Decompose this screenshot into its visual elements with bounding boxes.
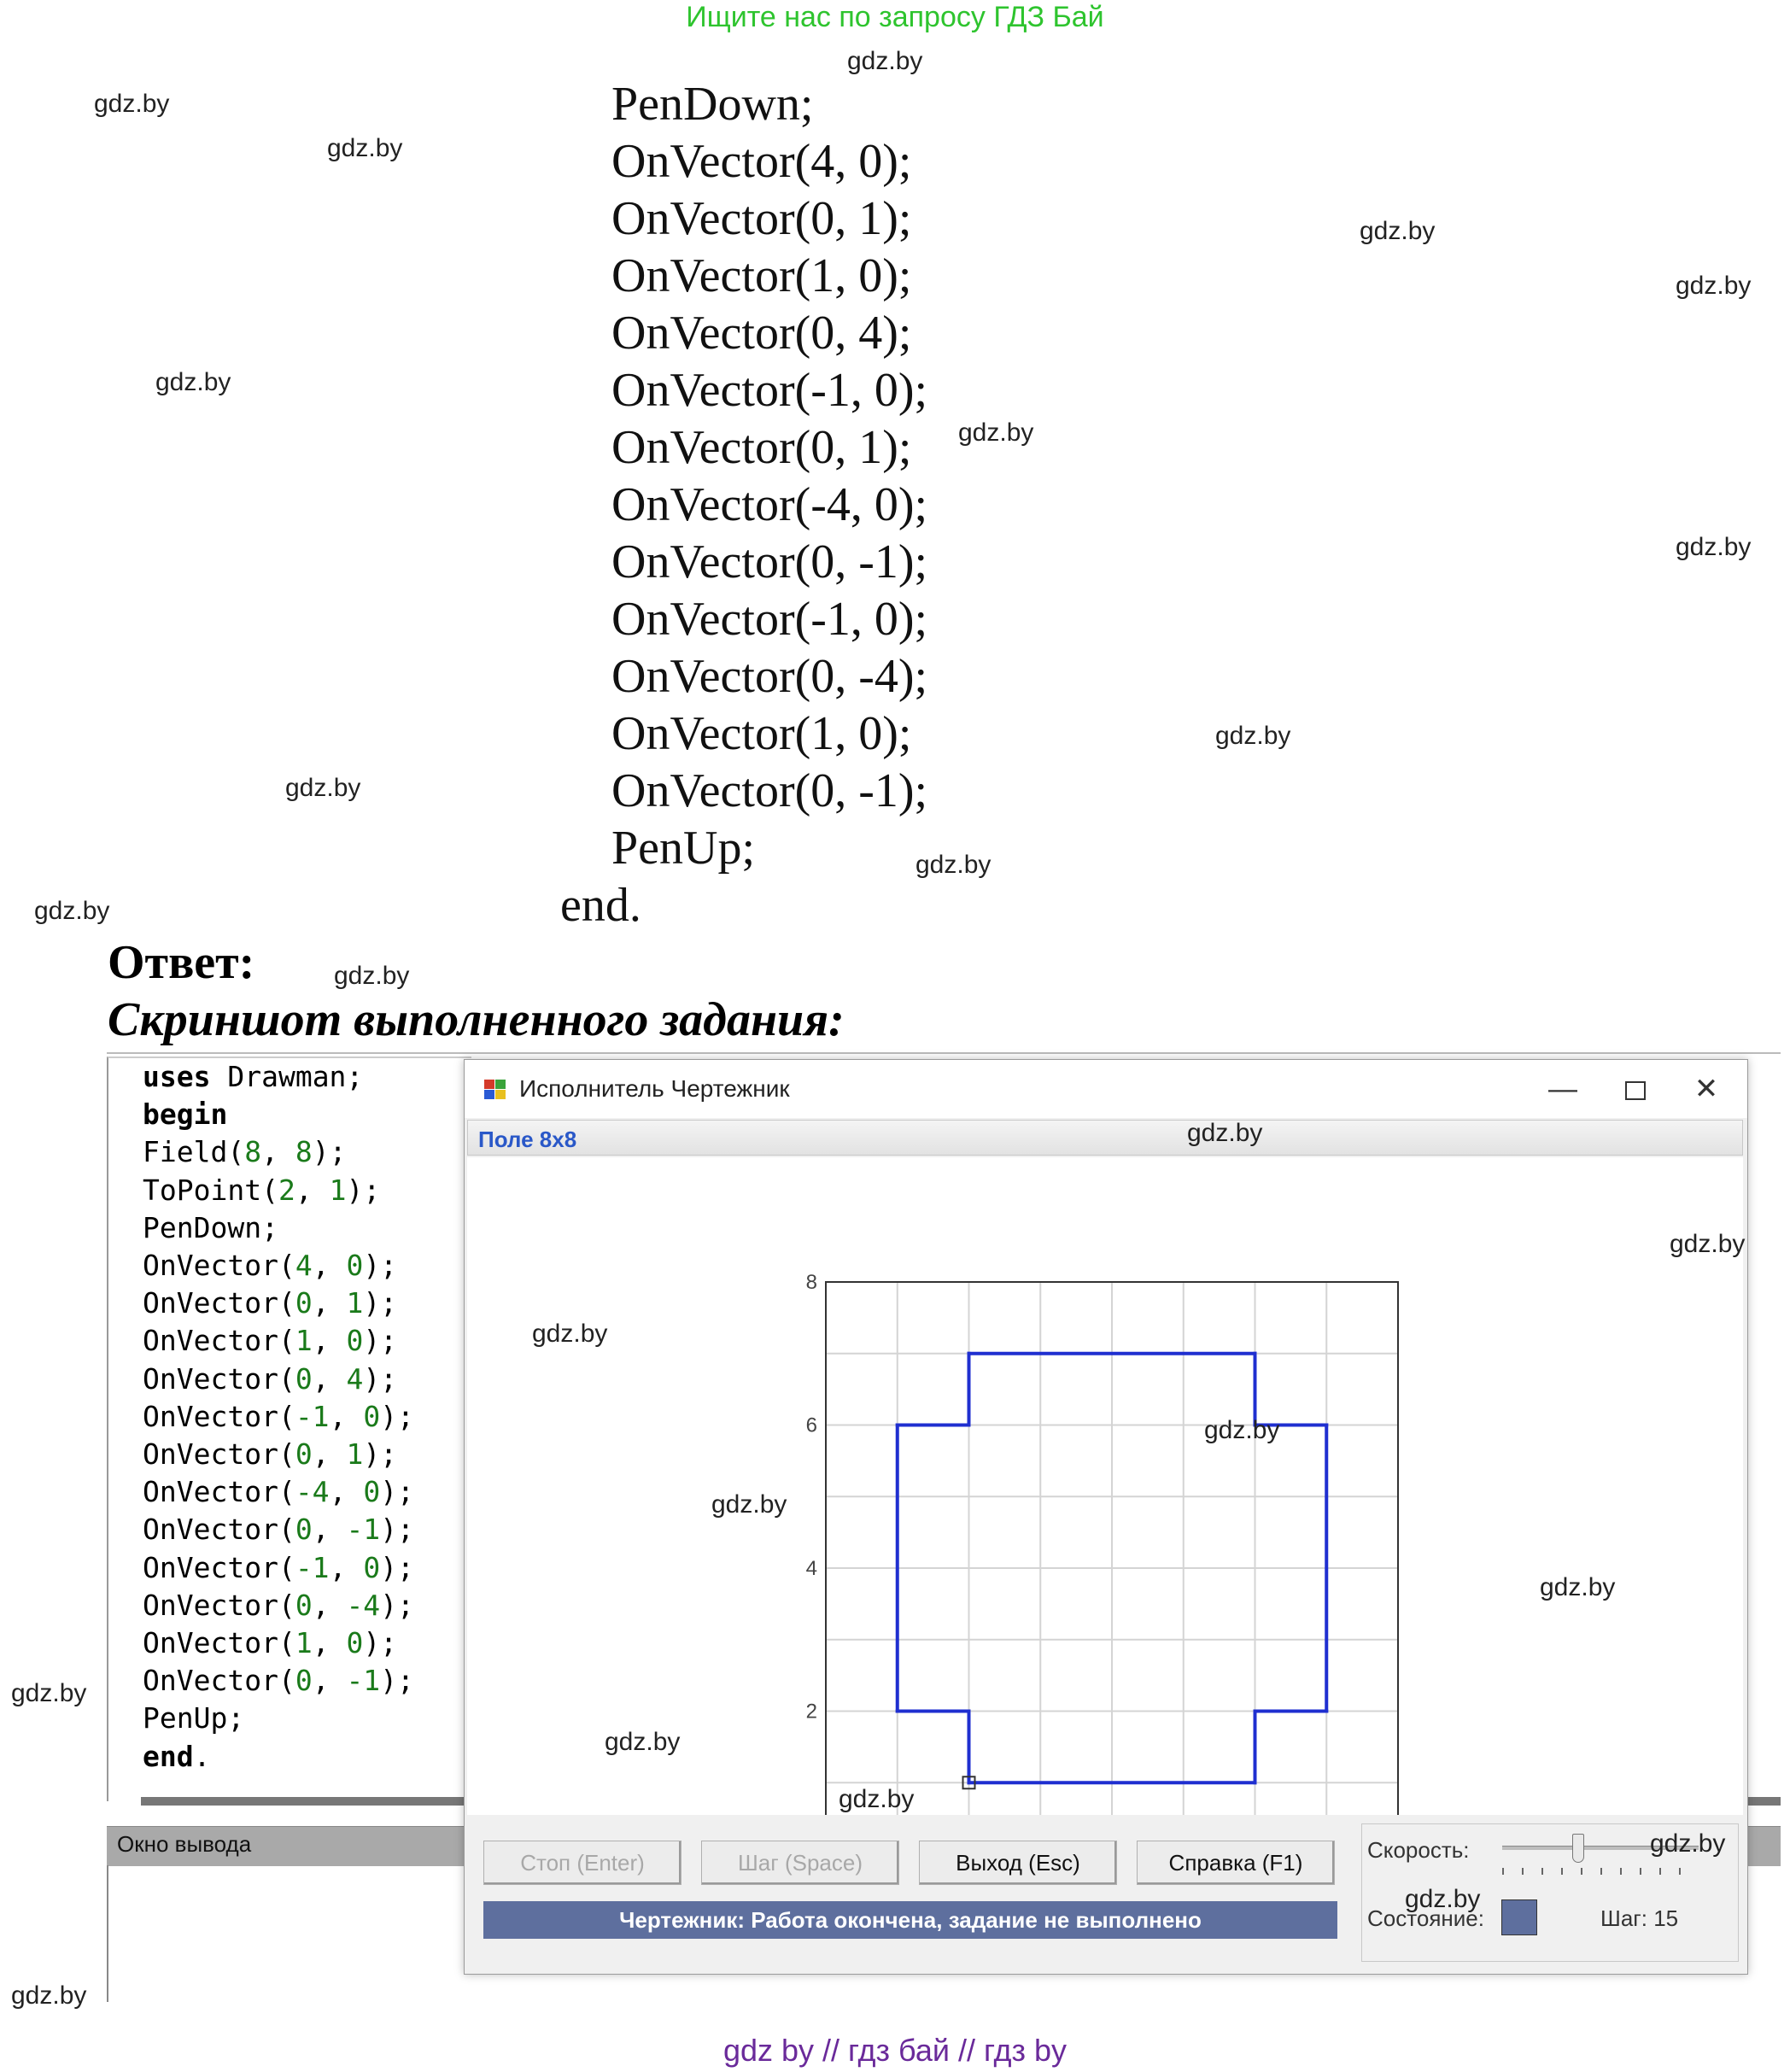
search-banner: Ищите нас по запросу ГДЗ Бай	[686, 1, 1104, 33]
code-text: OnVector(	[143, 1286, 295, 1320]
footer-links[interactable]: gdz by // гдз бай // гдз by	[722, 2033, 1068, 2068]
watermark-text: gdz.by	[1215, 722, 1291, 750]
keyword: begin	[143, 1097, 228, 1132]
watermark-text: gdz.by	[605, 1728, 681, 1756]
number-literal: 1	[346, 1286, 364, 1320]
editor-line	[143, 1361, 397, 1398]
minimize-icon: —	[1548, 1073, 1577, 1105]
status-message: Чертежник: Работа окончена, задание не выполнено	[483, 1901, 1337, 1939]
step-button[interactable]: Шаг (Space)	[701, 1841, 899, 1885]
code-text: OnVector(	[143, 1550, 295, 1584]
number-literal: 0	[363, 1475, 381, 1509]
editor-line	[143, 1172, 380, 1209]
drawman-dialog	[464, 1059, 1748, 1975]
code-text: );	[363, 1437, 398, 1471]
number-literal: 0	[295, 1588, 313, 1622]
code-text: );	[363, 1324, 398, 1358]
number-literal: 0	[295, 1513, 313, 1547]
code-text: ,	[329, 1475, 364, 1509]
code-text: );	[346, 1173, 381, 1207]
code-line: end.	[560, 879, 641, 932]
number-literal: 8	[244, 1135, 262, 1169]
code-text: OnVector(	[143, 1626, 295, 1659]
watermark-text: gdz.by	[334, 962, 410, 990]
number-literal: 1	[295, 1626, 313, 1659]
code-text: OnVector(	[143, 1437, 295, 1471]
editor-line	[143, 1096, 227, 1133]
code-text: );	[380, 1513, 414, 1547]
code-line: OnVector(-1, 0);	[611, 364, 928, 417]
code-text: );	[380, 1475, 414, 1509]
minimize-button[interactable]	[1532, 1067, 1594, 1111]
watermark-text: gdz.by	[155, 368, 231, 396]
editor-line	[143, 1133, 346, 1171]
watermark-text: gdz.by	[1676, 272, 1752, 300]
code-text: ,	[312, 1249, 347, 1282]
slider-thumb[interactable]	[1572, 1834, 1584, 1863]
editor-line	[143, 1473, 414, 1511]
number-literal: 4	[346, 1361, 364, 1396]
slider-ticks	[1502, 1868, 1699, 1875]
close-icon: ✕	[1693, 1073, 1719, 1105]
number-literal: 0	[346, 1626, 364, 1659]
number-literal: 1	[346, 1437, 364, 1471]
dialog-title: Исполнитель Чертежник	[519, 1075, 790, 1102]
code-text: ,	[312, 1324, 347, 1358]
watermark-text: gdz.by	[1670, 1230, 1746, 1258]
stop-button[interactable]: Стоп (Enter)	[483, 1841, 681, 1885]
code-text: Field(	[143, 1135, 245, 1169]
number-literal: -1	[295, 1550, 330, 1584]
code-text: ToPoint(	[143, 1173, 278, 1207]
code-text: ,	[312, 1286, 347, 1320]
watermark-text: gdz.by	[1676, 533, 1752, 561]
number-literal: 0	[295, 1361, 313, 1396]
state-indicator	[1501, 1899, 1537, 1935]
watermark-text: gdz.by	[1360, 217, 1436, 245]
code-text: ,	[329, 1399, 364, 1433]
watermark-text: gdz.by	[1405, 1885, 1481, 1913]
speed-label: Скорость:	[1367, 1837, 1470, 1863]
watermark-text: gdz.by	[1650, 1829, 1726, 1858]
code-text: OnVector(	[143, 1475, 295, 1509]
number-literal: -4	[346, 1588, 381, 1622]
code-text: );	[380, 1664, 414, 1698]
code-text: ,	[261, 1135, 295, 1169]
keyword: uses	[143, 1060, 211, 1093]
drawman-chart	[467, 1157, 1746, 1815]
watermark-text: gdz.by	[839, 1785, 915, 1813]
editor-line	[143, 1738, 210, 1776]
code-text: );	[380, 1399, 414, 1433]
code-text: );	[312, 1135, 347, 1169]
number-literal: 0	[363, 1399, 381, 1433]
code-text: ,	[312, 1361, 347, 1396]
watermark-text: gdz.by	[847, 47, 923, 75]
editor-line	[143, 1549, 414, 1587]
editor-line	[143, 1587, 414, 1624]
output-window-label: Окно вывода	[117, 1831, 252, 1857]
code-line: PenUp;	[611, 822, 755, 875]
number-literal: 0	[346, 1249, 364, 1282]
code-text: OnVector(	[143, 1361, 295, 1396]
code-text: );	[363, 1286, 398, 1320]
output-window[interactable]	[107, 1865, 108, 2002]
code-text: ,	[312, 1588, 347, 1622]
watermark-text: gdz.by	[34, 897, 110, 925]
code-text: OnVector(	[143, 1513, 295, 1547]
exit-button[interactable]: Выход (Esc)	[919, 1841, 1117, 1885]
number-literal: 4	[295, 1249, 313, 1282]
watermark-text: gdz.by	[532, 1320, 608, 1348]
drawing-canvas	[467, 1157, 1746, 1815]
watermark-text: gdz.by	[11, 1679, 87, 1707]
watermark-text: gdz.by	[1540, 1573, 1616, 1601]
number-literal: -1	[346, 1664, 381, 1698]
screenshot-heading: Скриншот выполненного задания:	[108, 993, 845, 1046]
code-line: OnVector(1, 0);	[611, 249, 912, 302]
code-text: OnVector(	[143, 1664, 295, 1698]
maximize-button[interactable]	[1605, 1067, 1666, 1111]
editor-line	[143, 1285, 397, 1322]
watermark-text: gdz.by	[958, 418, 1034, 447]
watermark-text: gdz.by	[327, 134, 403, 162]
code-text: ,	[329, 1550, 364, 1584]
code-text: PenDown;	[143, 1210, 278, 1244]
code-text: OnVector(	[143, 1588, 295, 1622]
field-bar	[467, 1120, 1743, 1156]
editor-line	[143, 1398, 414, 1436]
editor-line	[143, 1662, 414, 1700]
code-text: );	[380, 1550, 414, 1584]
editor-line	[143, 1700, 244, 1737]
watermark-text: gdz.by	[915, 851, 992, 879]
code-text: ,	[312, 1626, 347, 1659]
editor-line	[143, 1436, 397, 1473]
code-line: OnVector(0, 1);	[611, 192, 912, 245]
code-text: ,	[295, 1173, 330, 1207]
code-listing	[0, 79, 1025, 933]
editor-top-border	[107, 1052, 1781, 1054]
code-text: );	[380, 1588, 414, 1622]
code-line: OnVector(0, 1);	[611, 421, 912, 474]
watermark-text: gdz.by	[711, 1490, 787, 1519]
number-literal: 0	[295, 1664, 313, 1698]
number-literal: -1	[346, 1513, 381, 1547]
code-line: OnVector(1, 0);	[611, 707, 912, 760]
editor-line	[143, 1624, 397, 1662]
code-text: OnVector(	[143, 1399, 295, 1433]
code-line: OnVector(4, 0);	[611, 135, 912, 188]
code-text: OnVector(	[143, 1249, 295, 1282]
code-line: OnVector(0, 4);	[611, 307, 912, 360]
number-literal: -4	[295, 1475, 330, 1509]
maximize-icon	[1625, 1081, 1646, 1100]
code-line: OnVector(0, -1);	[611, 536, 928, 588]
state-label: Состояние:	[1367, 1905, 1484, 1931]
code-text: );	[363, 1249, 398, 1282]
editor-line	[143, 1247, 397, 1285]
code-text: PenUp;	[143, 1701, 245, 1735]
number-literal: 0	[346, 1324, 364, 1358]
editor-lines	[107, 1056, 470, 1800]
code-text: ,	[312, 1664, 347, 1698]
y-tick-label: 4	[805, 1557, 817, 1580]
number-literal: 2	[278, 1173, 295, 1207]
code-line: OnVector(0, -1);	[611, 764, 928, 817]
y-tick-label: 6	[805, 1414, 817, 1437]
editor-line	[143, 1209, 278, 1247]
code-line: OnVector(-1, 0);	[611, 593, 928, 646]
number-literal: 1	[295, 1324, 313, 1358]
answer-heading: Ответ:	[108, 936, 255, 989]
keyword: end	[143, 1739, 194, 1773]
code-text: OnVector(	[143, 1324, 295, 1358]
code-line: OnVector(-4, 0);	[611, 478, 928, 531]
watermark-text: gdz.by	[11, 1981, 87, 2010]
number-literal: 1	[329, 1173, 347, 1207]
editor-line	[143, 1322, 397, 1360]
number-literal: 0	[295, 1437, 313, 1471]
code-text: ,	[312, 1513, 347, 1547]
number-literal: 0	[295, 1286, 313, 1320]
step-counter: Шаг: 15	[1600, 1905, 1679, 1931]
app-icon	[483, 1079, 507, 1101]
close-button[interactable]	[1676, 1067, 1737, 1111]
code-text: );	[363, 1626, 398, 1659]
code-line: OnVector(0, -4);	[611, 650, 928, 703]
code-text: Drawman;	[210, 1060, 364, 1093]
code-text: ,	[312, 1437, 347, 1471]
y-tick-label: 8	[805, 1271, 817, 1294]
watermark-text: gdz.by	[1187, 1119, 1263, 1147]
watermark-text: gdz.by	[94, 90, 170, 118]
code-text: );	[363, 1361, 398, 1396]
editor-line	[143, 1058, 363, 1096]
help-button[interactable]: Справка (F1)	[1137, 1841, 1335, 1885]
code-text: .	[193, 1739, 211, 1773]
editor-line	[143, 1511, 414, 1548]
number-literal: 0	[363, 1550, 381, 1584]
code-line: PenDown;	[611, 78, 814, 131]
number-literal: -1	[295, 1399, 330, 1433]
number-literal: 8	[295, 1135, 313, 1169]
watermark-text: gdz.by	[285, 774, 361, 802]
y-tick-label: 2	[805, 1700, 817, 1724]
watermark-text: gdz.by	[1204, 1416, 1280, 1444]
field-size-label: Поле 8x8	[478, 1127, 577, 1152]
